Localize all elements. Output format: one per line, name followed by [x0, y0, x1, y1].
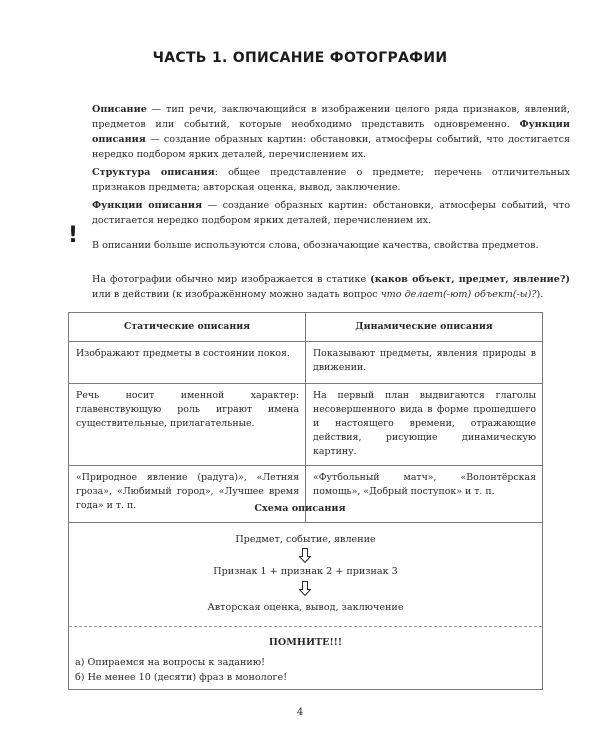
remember-item-a: а) Опираемся на вопросы к заданию!	[75, 657, 265, 668]
table-cell: Показывают предметы, явления природы в движении.	[306, 342, 543, 384]
table-header-row	[69, 313, 543, 342]
table-header-static: Статические описания	[69, 313, 306, 342]
down-arrow-icon	[299, 581, 311, 596]
note-text: В описании больше используются слова, обозначающие качества, свойства предметов.	[92, 240, 539, 251]
photo-question-dynamic: что делает(-ют) объект(-ы)?	[380, 289, 537, 300]
functions-paragraph	[68, 198, 570, 228]
functions-term: Функции описания	[92, 119, 570, 145]
schema-step-features: Признак 1 + признак 2 + признак 3	[213, 566, 398, 577]
table-cell: «Футбольный матч», «Волонтёрская помощь», «Добрый поступок» и т. п.	[306, 466, 543, 523]
table-cell: На первый план выдвигаются глаголы несовершенного вида в форме прошедшего и настоящего времени, отражающие действия, рисующие динамическую картину.	[306, 384, 543, 466]
functions-label: Функции описания	[92, 200, 203, 211]
photo-text-1: На фотографии обычно мир изображается в статике	[92, 274, 371, 285]
functions-paragraph-text: — создание образных картин: обстановки, атмосферы событий, что достигается нередко подбором ярких деталей, перечислением их.	[92, 200, 570, 226]
comparison-table	[68, 312, 543, 523]
remember-item-b: б) Не менее 10 (десяти) фраз в монологе!	[75, 672, 288, 683]
structure-paragraph	[68, 165, 570, 195]
definition-text: — тип речи, заключающийся в изображении целого ряда признаков, явлений, предметов или событий, которые необходимо представить одновременно.	[92, 104, 570, 130]
table-cell: «Природное явление (радуга)», «Летняя гроза», «Любимый город», «Лучшее время года» и т. п.	[69, 466, 306, 523]
structure-label: Структура описания	[92, 167, 215, 178]
schema-step-subject: Предмет, событие, явление	[235, 534, 376, 545]
functions-text: — создание образных картин: обстановки, атмосферы событий, что достигается нередко подбором ярких деталей, перечислением их.	[92, 134, 570, 160]
down-arrow-icon	[299, 548, 311, 563]
structure-text: : общее представление о предмете; перечень отличительных признаков предмета; авторская оценка, вывод, заключение.	[92, 167, 570, 193]
table-row	[69, 342, 543, 384]
table-row	[69, 384, 543, 466]
photo-question-static: (каков объект, предмет, явление?)	[370, 274, 570, 285]
exclamation-icon: !	[68, 223, 79, 248]
photo-paragraph	[68, 272, 570, 302]
schema-box	[68, 522, 543, 690]
schema-divider	[69, 626, 542, 627]
definition-term: Описание	[92, 104, 147, 115]
photo-text-2: или в действии (к изображённому можно задать вопрос	[92, 289, 381, 300]
page-number: 4	[296, 707, 304, 718]
table-header-dynamic: Динамические описания	[306, 313, 543, 342]
page-title: ЧАСТЬ 1. ОПИСАНИЕ ФОТОГРАФИИ	[152, 50, 448, 66]
table-cell: Речь носит именной характер: главенствующую роль играют имена существительные, прилагательные.	[69, 384, 306, 466]
schema-title: Схема описания	[254, 503, 346, 514]
table-cell: Изображают предметы в состоянии покоя.	[69, 342, 306, 384]
remember-title: ПОМНИТЕ!!!	[268, 637, 343, 648]
definition-paragraph	[68, 102, 570, 162]
schema-step-conclusion: Авторская оценка, вывод, заключение	[207, 602, 404, 613]
photo-text-3: ).	[536, 289, 544, 300]
